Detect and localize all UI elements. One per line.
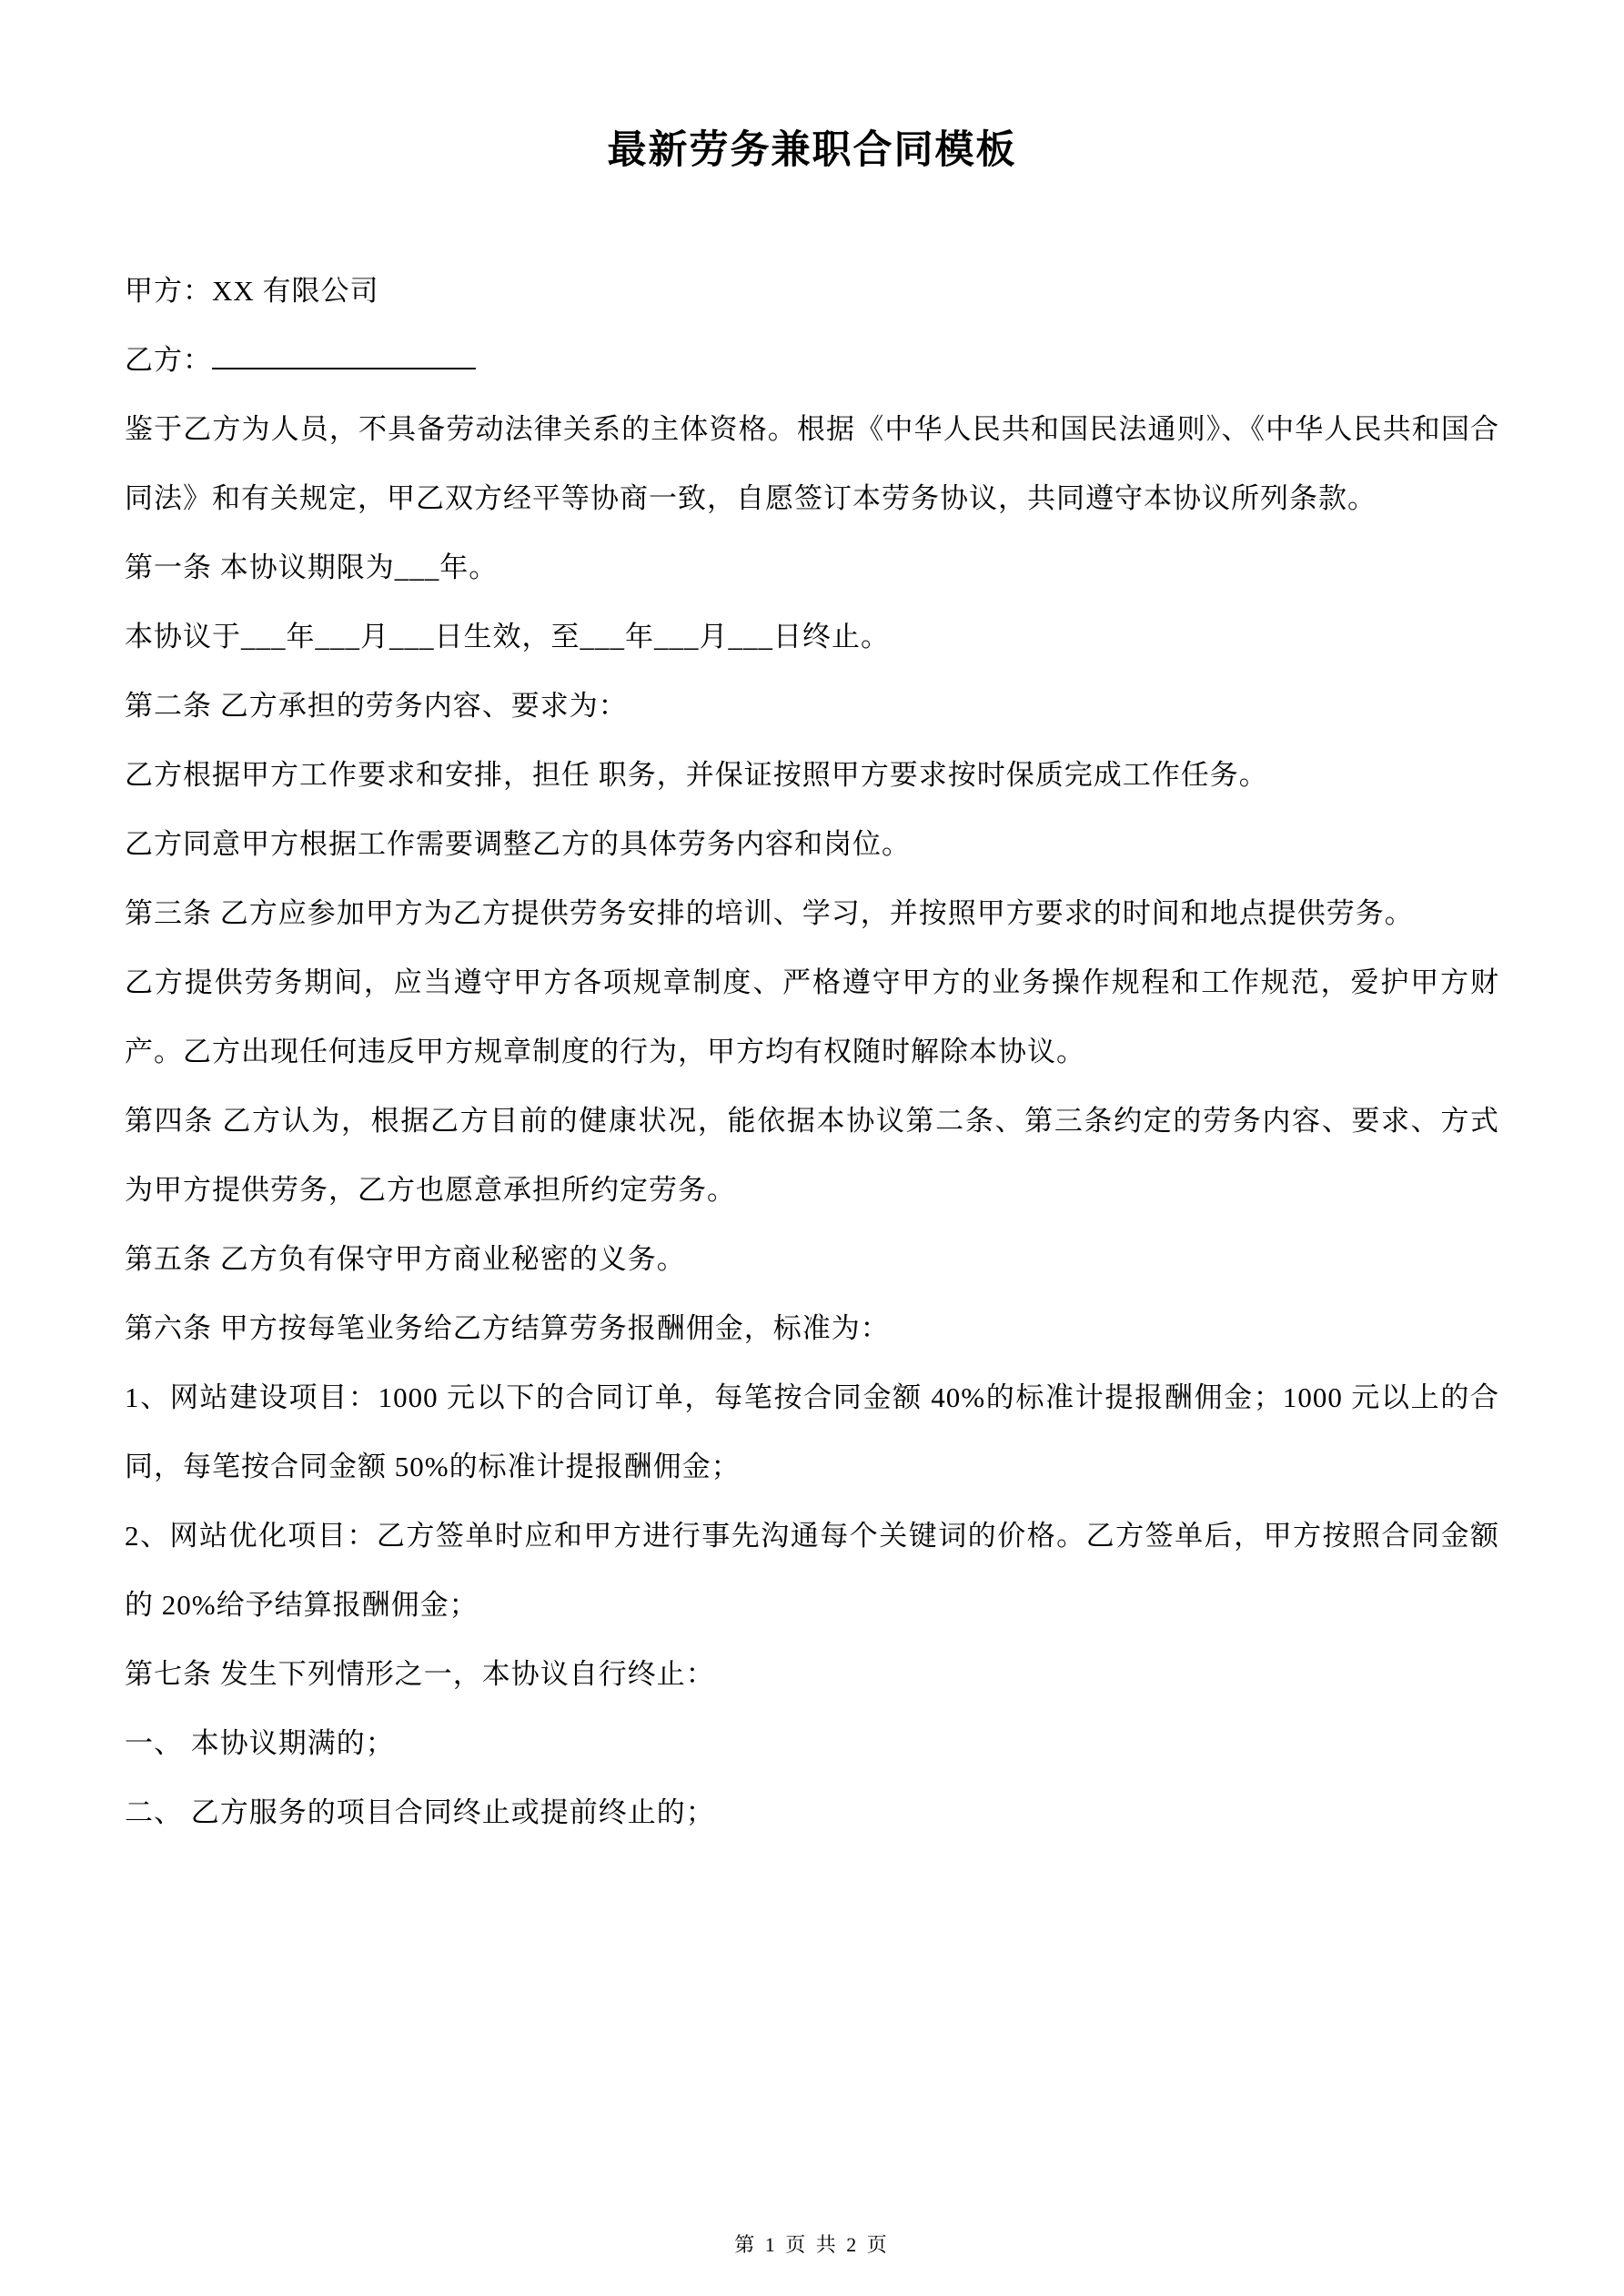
clause-1-term-line: 本协议于___年___月___日生效，至___年___月___日终止。 xyxy=(125,620,890,652)
party-b-line xyxy=(125,326,1499,395)
clause-5-paragraph: 第五条 乙方负有保守甲方商业秘密的义务。 xyxy=(125,1242,686,1275)
clause-6-item-2: 2、网站优化项目：乙方签单时应和甲方进行事先沟通每个关键词的价格。乙方签单后，甲方按照合同金额的 20%给予结算报酬佣金； xyxy=(125,1519,1499,1621)
party-a-text: 甲方：XX 有限公司 xyxy=(125,274,379,307)
party-b-text: 乙方： xyxy=(125,343,212,376)
clause-7-item-2: 二、 乙方服务的项目合同终止或提前终止的； xyxy=(125,1795,715,1828)
page-footer: 第 1 页 共 2 页 xyxy=(734,2233,890,2256)
party-a-line xyxy=(125,257,1499,326)
preamble-paragraph: 鉴于乙方为人员，不具备劳动法律关系的主体资格。根据《中华人民共和国民法通则》、《中华人民共和国合同法》和有关规定，甲乙双方经平等协商一致，自愿签订本劳务协议，共同遵守本协议所列条款。 xyxy=(125,412,1499,514)
clause-2-heading: 第二条 乙方承担的劳务内容、要求为： xyxy=(125,689,628,722)
clause-2-paragraph-1: 乙方根据甲方工作要求和安排，担任 职务，并保证按照甲方要求按时保质完成工作任务。 xyxy=(125,758,1268,791)
clause-7-item-1: 一、 本协议期满的； xyxy=(125,1726,395,1759)
clause-2-paragraph-2: 乙方同意甲方根据工作需要调整乙方的具体劳务内容和岗位。 xyxy=(125,827,911,860)
clause-4-paragraph: 第四条 乙方认为，根据乙方目前的健康状况，能依据本协议第二条、第三条约定的劳务内容、要求、方式为甲方提供劳务，乙方也愿意承担所约定劳务。 xyxy=(125,1104,1499,1206)
clause-3-paragraph: 乙方提供劳务期间，应当遵守甲方各项规章制度、严格遵守甲方的业务操作规程和工作规范，爱护甲方财产。乙方出现任何违反甲方规章制度的行为，甲方均有权随时解除本协议。 xyxy=(125,966,1499,1067)
clause-6-heading: 第六条 甲方按每笔业务给乙方结算劳务报酬佣金，标准为： xyxy=(125,1311,890,1344)
clause-7-heading: 第七条 发生下列情形之一，本协议自行终止： xyxy=(125,1657,715,1690)
clause-6-item-1: 1、网站建设项目：1000 元以下的合同订单，每笔按合同金额 40%的标准计提报酬佣金；1000 元以上的合同，每笔按合同金额 50%的标准计提报酬佣金； xyxy=(125,1381,1499,1482)
document-title: 最新劳务兼职合同模板 xyxy=(607,129,1017,172)
clause-3-heading: 第三条 乙方应参加甲方为乙方提供劳务安排的培训、学习，并按照甲方要求的时间和地点提供劳务。 xyxy=(125,896,1414,929)
party-b-blank-line xyxy=(212,342,476,369)
clause-1-heading: 第一条 本协议期限为___年。 xyxy=(125,551,499,583)
